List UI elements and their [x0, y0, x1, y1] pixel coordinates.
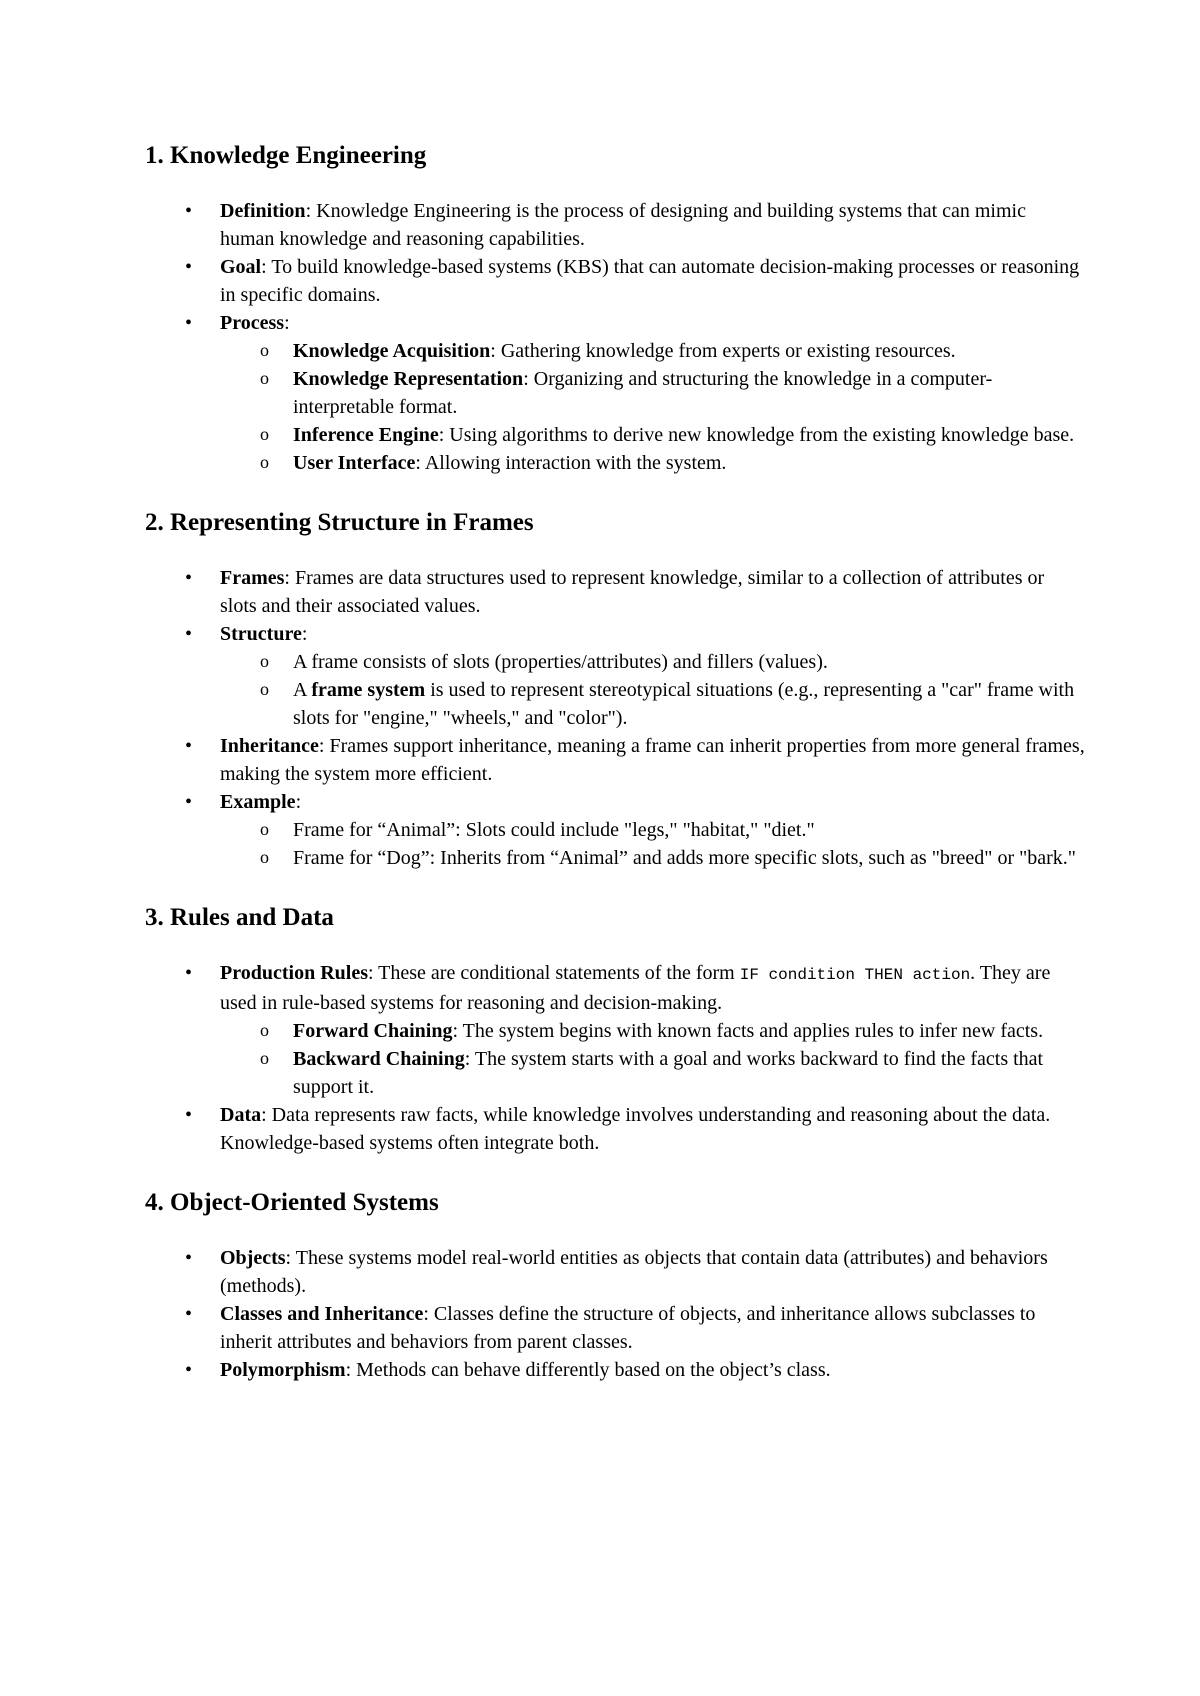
item-label: Production Rules	[220, 962, 368, 984]
item-text: Frame for “Dog”: Inherits from “Animal” and adds more specific slots, such as "breed" or "bark."	[293, 847, 1076, 869]
bullet-icon: •	[185, 256, 193, 278]
sub-list-item	[220, 676, 1085, 732]
sub-list-item	[220, 1045, 1085, 1101]
item-text: : To build knowledge-based systems (KBS) that can automate decision-making processes or reasoning in specific domains.	[220, 256, 1080, 306]
list-item	[145, 732, 1085, 788]
item-label: Objects	[220, 1247, 286, 1269]
sub-list-item	[220, 648, 1085, 676]
item-text: : These are conditional statements of the form	[367, 962, 740, 984]
item-label: Knowledge Representation	[293, 368, 524, 390]
sub-list-item	[220, 365, 1085, 421]
item-text: : Organizing and structuring the knowledge in a computer-interpretable format.	[293, 368, 993, 418]
list-item	[145, 1300, 1085, 1356]
circle-bullet-icon: o	[260, 679, 269, 699]
circle-bullet-icon: o	[260, 340, 269, 360]
section-heading: 3. Rules and Data	[145, 904, 334, 931]
bullet-icon: •	[185, 1247, 193, 1269]
bullet-list	[145, 564, 1085, 872]
item-label: Inference Engine	[293, 424, 439, 446]
item-text: : Knowledge Engineering is the process of designing and building systems that can mimic human knowledge and reasoning capabilities.	[220, 200, 1026, 250]
item-text: :	[301, 623, 308, 645]
list-item	[145, 564, 1085, 620]
bullet-icon: •	[185, 567, 193, 589]
item-text: is used to represent stereotypical situations (e.g., representing a "car" frame with slots for "engine," "wheels," and "color").	[293, 679, 1075, 729]
item-label: Data	[220, 1104, 262, 1126]
bullet-icon: •	[185, 1359, 193, 1381]
document-content	[145, 140, 1085, 1384]
section-rules-and-data	[145, 902, 1085, 1157]
code-snippet: IF condition THEN action	[739, 966, 971, 984]
circle-bullet-icon: o	[260, 452, 269, 472]
list-item	[145, 197, 1085, 253]
item-text-after: . They are used in rule-based systems for reasoning and decision-making.	[220, 962, 1051, 1014]
item-label: Structure	[220, 623, 302, 645]
bullet-icon: •	[185, 312, 193, 334]
item-text: : Methods can behave differently based on the object’s class.	[345, 1359, 831, 1381]
item-text: : The system starts with a goal and works backward to find the facts that support it.	[293, 1048, 1044, 1098]
item-text: : Frames support inheritance, meaning a frame can inherit properties from more general frames, making the system more efficient.	[220, 735, 1085, 785]
sub-list-item	[220, 844, 1085, 872]
sub-list	[220, 1017, 1085, 1101]
bullet-icon: •	[185, 200, 193, 222]
item-label: Process	[220, 312, 285, 334]
sub-list-item	[220, 449, 1085, 477]
section-knowledge-engineering	[145, 140, 1085, 477]
bullet-icon: •	[185, 735, 193, 757]
circle-bullet-icon: o	[260, 368, 269, 388]
list-item	[145, 788, 1085, 872]
bullet-icon: •	[185, 623, 193, 645]
list-item	[145, 620, 1085, 732]
item-label: Goal	[220, 256, 262, 278]
list-item	[145, 1356, 1085, 1384]
circle-bullet-icon: o	[260, 651, 269, 671]
sub-list	[220, 648, 1085, 732]
sub-list-item	[220, 421, 1085, 449]
item-label: Knowledge Acquisition	[293, 340, 491, 362]
item-text: :	[295, 791, 302, 813]
list-item	[145, 959, 1085, 1101]
list-item	[145, 1101, 1085, 1157]
sub-list-item	[220, 337, 1085, 365]
circle-bullet-icon: o	[260, 424, 269, 444]
item-label: User Interface	[293, 452, 416, 474]
bullet-list	[145, 1244, 1085, 1384]
item-label: Polymorphism	[220, 1359, 346, 1381]
section-heading: 2. Representing Structure in Frames	[145, 509, 534, 536]
item-label: frame system	[311, 679, 426, 701]
circle-bullet-icon: o	[260, 1020, 269, 1040]
bullet-icon: •	[185, 1303, 193, 1325]
item-text: : Gathering knowledge from experts or existing resources.	[490, 340, 956, 362]
sub-list-item	[220, 1017, 1085, 1045]
circle-bullet-icon: o	[260, 847, 269, 867]
item-label: Definition	[220, 200, 306, 222]
section-frames	[145, 507, 1085, 872]
item-text: A frame consists of slots (properties/attributes) and fillers (values).	[293, 651, 828, 673]
circle-bullet-icon: o	[260, 819, 269, 839]
sub-list	[220, 337, 1085, 477]
sub-list-item	[220, 816, 1085, 844]
item-label: Inheritance	[220, 735, 319, 757]
bullet-icon: •	[185, 791, 193, 813]
bullet-list	[145, 197, 1085, 477]
item-label: Backward Chaining	[293, 1048, 465, 1070]
bullet-icon: •	[185, 1104, 193, 1126]
item-text: : Data represents raw facts, while knowledge involves understanding and reasoning about the data. Knowledge-based systems often integrate both.	[220, 1104, 1051, 1154]
item-label: Frames	[220, 567, 285, 589]
section-object-oriented-systems	[145, 1187, 1085, 1384]
sub-list	[220, 816, 1085, 872]
list-item	[145, 253, 1085, 309]
item-label: Forward Chaining	[293, 1020, 453, 1042]
item-text: Frame for “Animal”: Slots could include "legs," "habitat," "diet."	[293, 819, 815, 841]
item-text: : Frames are data structures used to represent knowledge, similar to a collection of attributes or slots and their associated values.	[220, 567, 1045, 617]
item-text: : Allowing interaction with the system.	[415, 452, 727, 474]
circle-bullet-icon: o	[260, 1048, 269, 1068]
section-heading: 4. Object-Oriented Systems	[145, 1189, 439, 1216]
list-item	[145, 309, 1085, 477]
item-text: : The system begins with known facts and applies rules to infer new facts.	[452, 1020, 1044, 1042]
item-prefix: A	[293, 679, 312, 701]
item-label: Example	[220, 791, 296, 813]
item-text: : These systems model real-world entities as objects that contain data (attributes) and behaviors (methods).	[220, 1247, 1048, 1297]
list-item	[145, 1244, 1085, 1300]
item-label: Classes and Inheritance	[220, 1303, 424, 1325]
bullet-icon: •	[185, 962, 193, 984]
section-heading: 1. Knowledge Engineering	[145, 142, 427, 169]
item-text: :	[284, 312, 290, 334]
item-text: : Classes define the structure of objects, and inheritance allows subclasses to inherit attributes and behaviors from parent classes.	[220, 1303, 1036, 1353]
item-text: : Using algorithms to derive new knowledge from the existing knowledge base.	[438, 424, 1075, 446]
bullet-list	[145, 959, 1085, 1157]
